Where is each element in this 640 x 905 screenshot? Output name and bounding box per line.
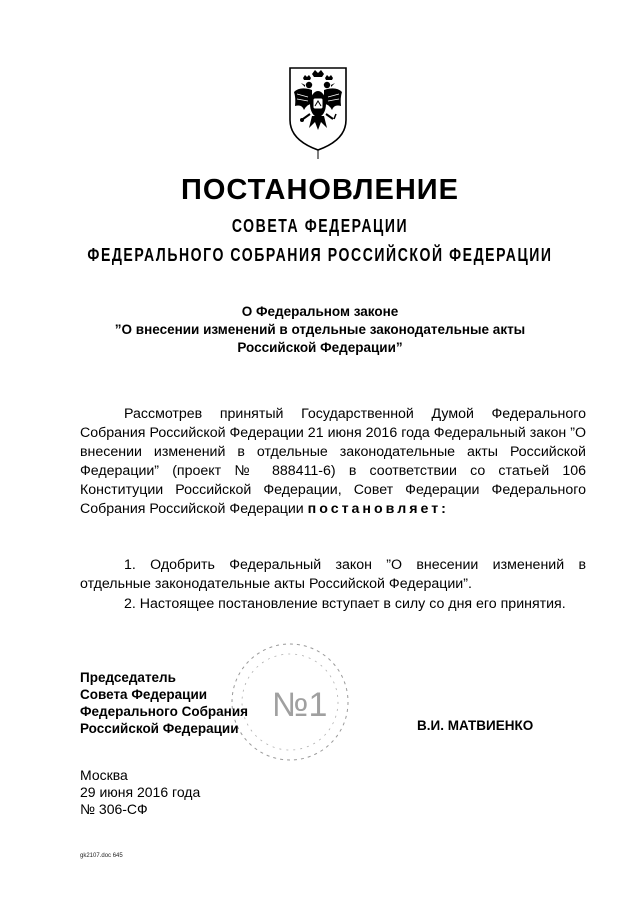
signatory-position-line-4: Российской Федерации [80,721,239,736]
decides-word: постановляет: [307,501,449,517]
stamp-number: №1 [272,686,328,724]
signatory-block [80,669,248,737]
resolution-item-1: 1. Одобрить Федеральный закон ”О внесении изменений в отдельные законодательные акты Российской Федерации”. [80,557,586,592]
resolution-item-2: 2. Настоящее постановление вступает в силу со дня его принятия. [124,596,566,612]
resolution-number: № 306-СФ [80,801,148,817]
subject-line-3: Российской Федерации” [237,340,403,355]
city: Москва [80,767,128,783]
russian-coat-of-arms-icon [282,64,354,160]
issuer-line-1: СОВЕТА ФЕДЕРАЦИИ [231,216,409,236]
footer-file-code: gk2107.doc 645 [80,853,123,859]
preamble-text: Рассмотрев принятый Государственной Думой Федерального Собрания Российской Федерации 21 июня 2016 года Федеральный закон ”О внесении изменений в отдельные законодательные акты Российской Федерации” (проект № 888411-6) в соответствии со статьей 106 Конституции Российской Федерации, Совет Федерации Федерального Собрания Российской Федерации [80,406,586,517]
date: 29 июня 2016 года [80,784,201,800]
signatory-position-line-3: Федерального Собрания [80,704,248,719]
issuer-line-2: ФЕДЕРАЛЬНОГО СОБРАНИЯ РОССИЙСКОЙ ФЕДЕРАЦИИ [87,245,553,265]
signer-name: В.И. МАТВИЕНКО [417,718,534,733]
preamble-paragraph [80,405,586,519]
signatory-position-line-1: Председатель [80,670,176,685]
subject-line-1: О Федеральном законе [241,304,399,319]
document-type-title: ПОСТАНОВЛЕНИЕ [181,174,459,206]
signatory-position-line-2: Совета Федерации [80,687,208,702]
subject-line-2: ”О внесении изменений в отдельные законодательные акты [114,322,526,337]
place-date-block [80,767,200,818]
